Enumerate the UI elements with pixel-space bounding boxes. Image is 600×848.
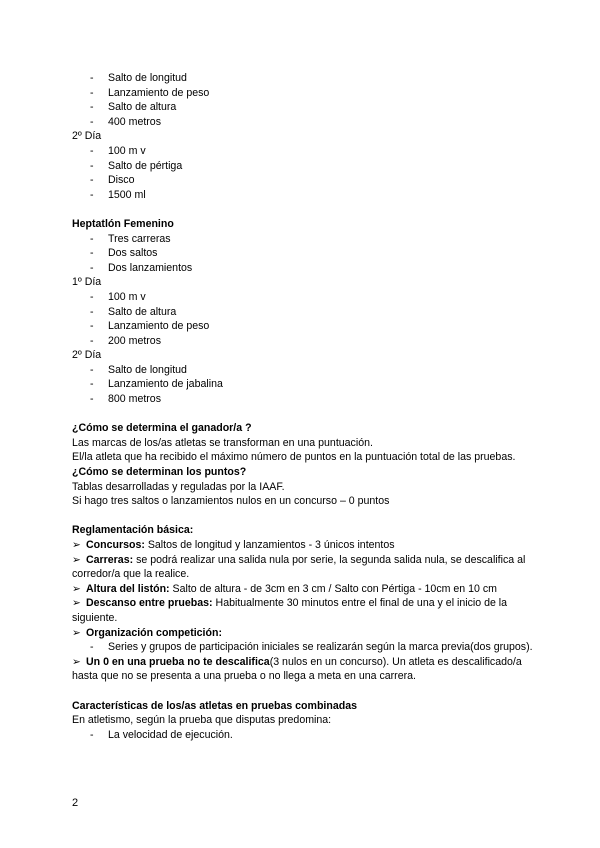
list-item: - Tres carreras [90,232,171,245]
list-item: - Salto de pértiga [90,159,183,172]
list-dash: - [90,72,94,84]
list-dash: - [90,247,94,260]
list-dash: - [90,188,94,201]
list-dash: - [90,101,94,114]
list-item: - Disco [90,174,135,187]
arrow-icon: ➢ [72,626,81,639]
arrow-icon: ➢ [72,582,81,595]
arrow-icon: ➢ [72,553,81,566]
paragraph: En atletismo, según la prueba que disputas predomina: [72,714,332,727]
list-item: - 400 metros [90,115,161,128]
spacer [72,509,542,524]
spacer [72,684,542,699]
list-dash: - [90,378,94,391]
list-item: - 1500 ml [90,188,146,201]
list-item: - Lanzamiento de peso [90,320,210,333]
list-dash: - [90,305,94,318]
list-dash: - [90,393,94,406]
paragraph: Las marcas de los/as atletas se transforman en una puntuación. [72,436,373,449]
section-heading-heptathlon: Heptatlón Femenino [72,217,174,230]
paragraph: Tablas desarrolladas y reguladas por la IAAF. [72,480,285,493]
list-dash: - [90,334,94,347]
list-dash: - [90,144,94,157]
rule-organizacion: ➢ Organización competición: [72,626,222,639]
list-item: - Salto de longitud [90,72,187,84]
list-item: - 100 m v [90,144,146,157]
list-item: - Salto de longitud [90,363,187,376]
list-dash: - [90,261,94,274]
section-heading-points: ¿Cómo se determinan los puntos? [72,466,247,479]
list-item: - Dos lanzamientos [90,261,193,274]
arrow-icon: ➢ [72,539,81,551]
list-dash: - [90,174,94,187]
page-number: 2 [72,797,79,809]
page-content [72,71,542,742]
spacer [72,407,542,422]
list-dash: - [90,159,94,172]
list-item: - Series y grupos de participación iniciales se realizarán según la marca previa(dos grupos). [90,641,533,654]
list-dash: - [90,232,94,245]
list-item: - Salto de altura [90,101,177,114]
day-label: 2º Día [72,130,102,143]
day-label: 1º Día [72,276,102,289]
day-label: 2º Día [72,349,102,362]
list-item: - 100 m v [90,290,146,303]
spacer [72,202,542,217]
rule-concursos: ➢ Concursos: Saltos de longitud y lanzamientos - 3 únicos intentos [72,539,395,551]
list-item: - La velocidad de ejecución. [90,728,233,741]
rule-descanso: ➢ Descanso entre pruebas: Habitualmente 30 minutos entre el final de una y el inicio de la siguiente. [72,597,508,624]
list-dash: - [90,115,94,128]
arrow-icon: ➢ [72,597,81,610]
list-item: - 200 metros [90,334,161,347]
list-item: - Lanzamiento de peso [90,86,210,99]
rule-carreras: ➢ Carreras: se podrá realizar una salida nula por serie, la segunda salida nula, se descalifica al corredor/a que la realice. [72,553,526,581]
arrow-icon: ➢ [72,655,81,668]
list-item: - Lanzamiento de jabalina [90,378,223,391]
paragraph: Si hago tres saltos o lanzamientos nulos en un concurso – 0 puntos [72,495,390,508]
section-heading-winner: ¿Cómo se determina el ganador/a ? [72,422,252,435]
list-dash: - [90,728,94,741]
list-dash: - [90,320,94,333]
list-item: - Salto de altura [90,305,177,318]
list-dash: - [90,86,94,99]
list-item: - Dos saltos [90,247,158,260]
list-item: - 800 metros [90,393,161,406]
section-heading-characteristics: Características de los/as atletas en pruebas combinadas [72,699,357,712]
list-dash: - [90,641,94,654]
rule-cero: ➢ Un 0 en una prueba no te descalifica(3 nulos en un concurso). Un atleta es descalificado/a hasta que no se presenta a una prueba o no llega a meta en una carrera. [72,655,522,683]
section-heading-rules: Reglamentación básica: [72,524,194,537]
list-dash: - [90,363,94,376]
rule-liston: ➢ Altura del listón: Salto de altura - de 3cm en 3 cm / Salto con Pértiga - 10cm en 10 cm [72,582,497,595]
paragraph: El/la atleta que ha recibido el máximo número de puntos en la puntuación total de las pruebas. [72,451,516,464]
list-dash: - [90,290,94,303]
